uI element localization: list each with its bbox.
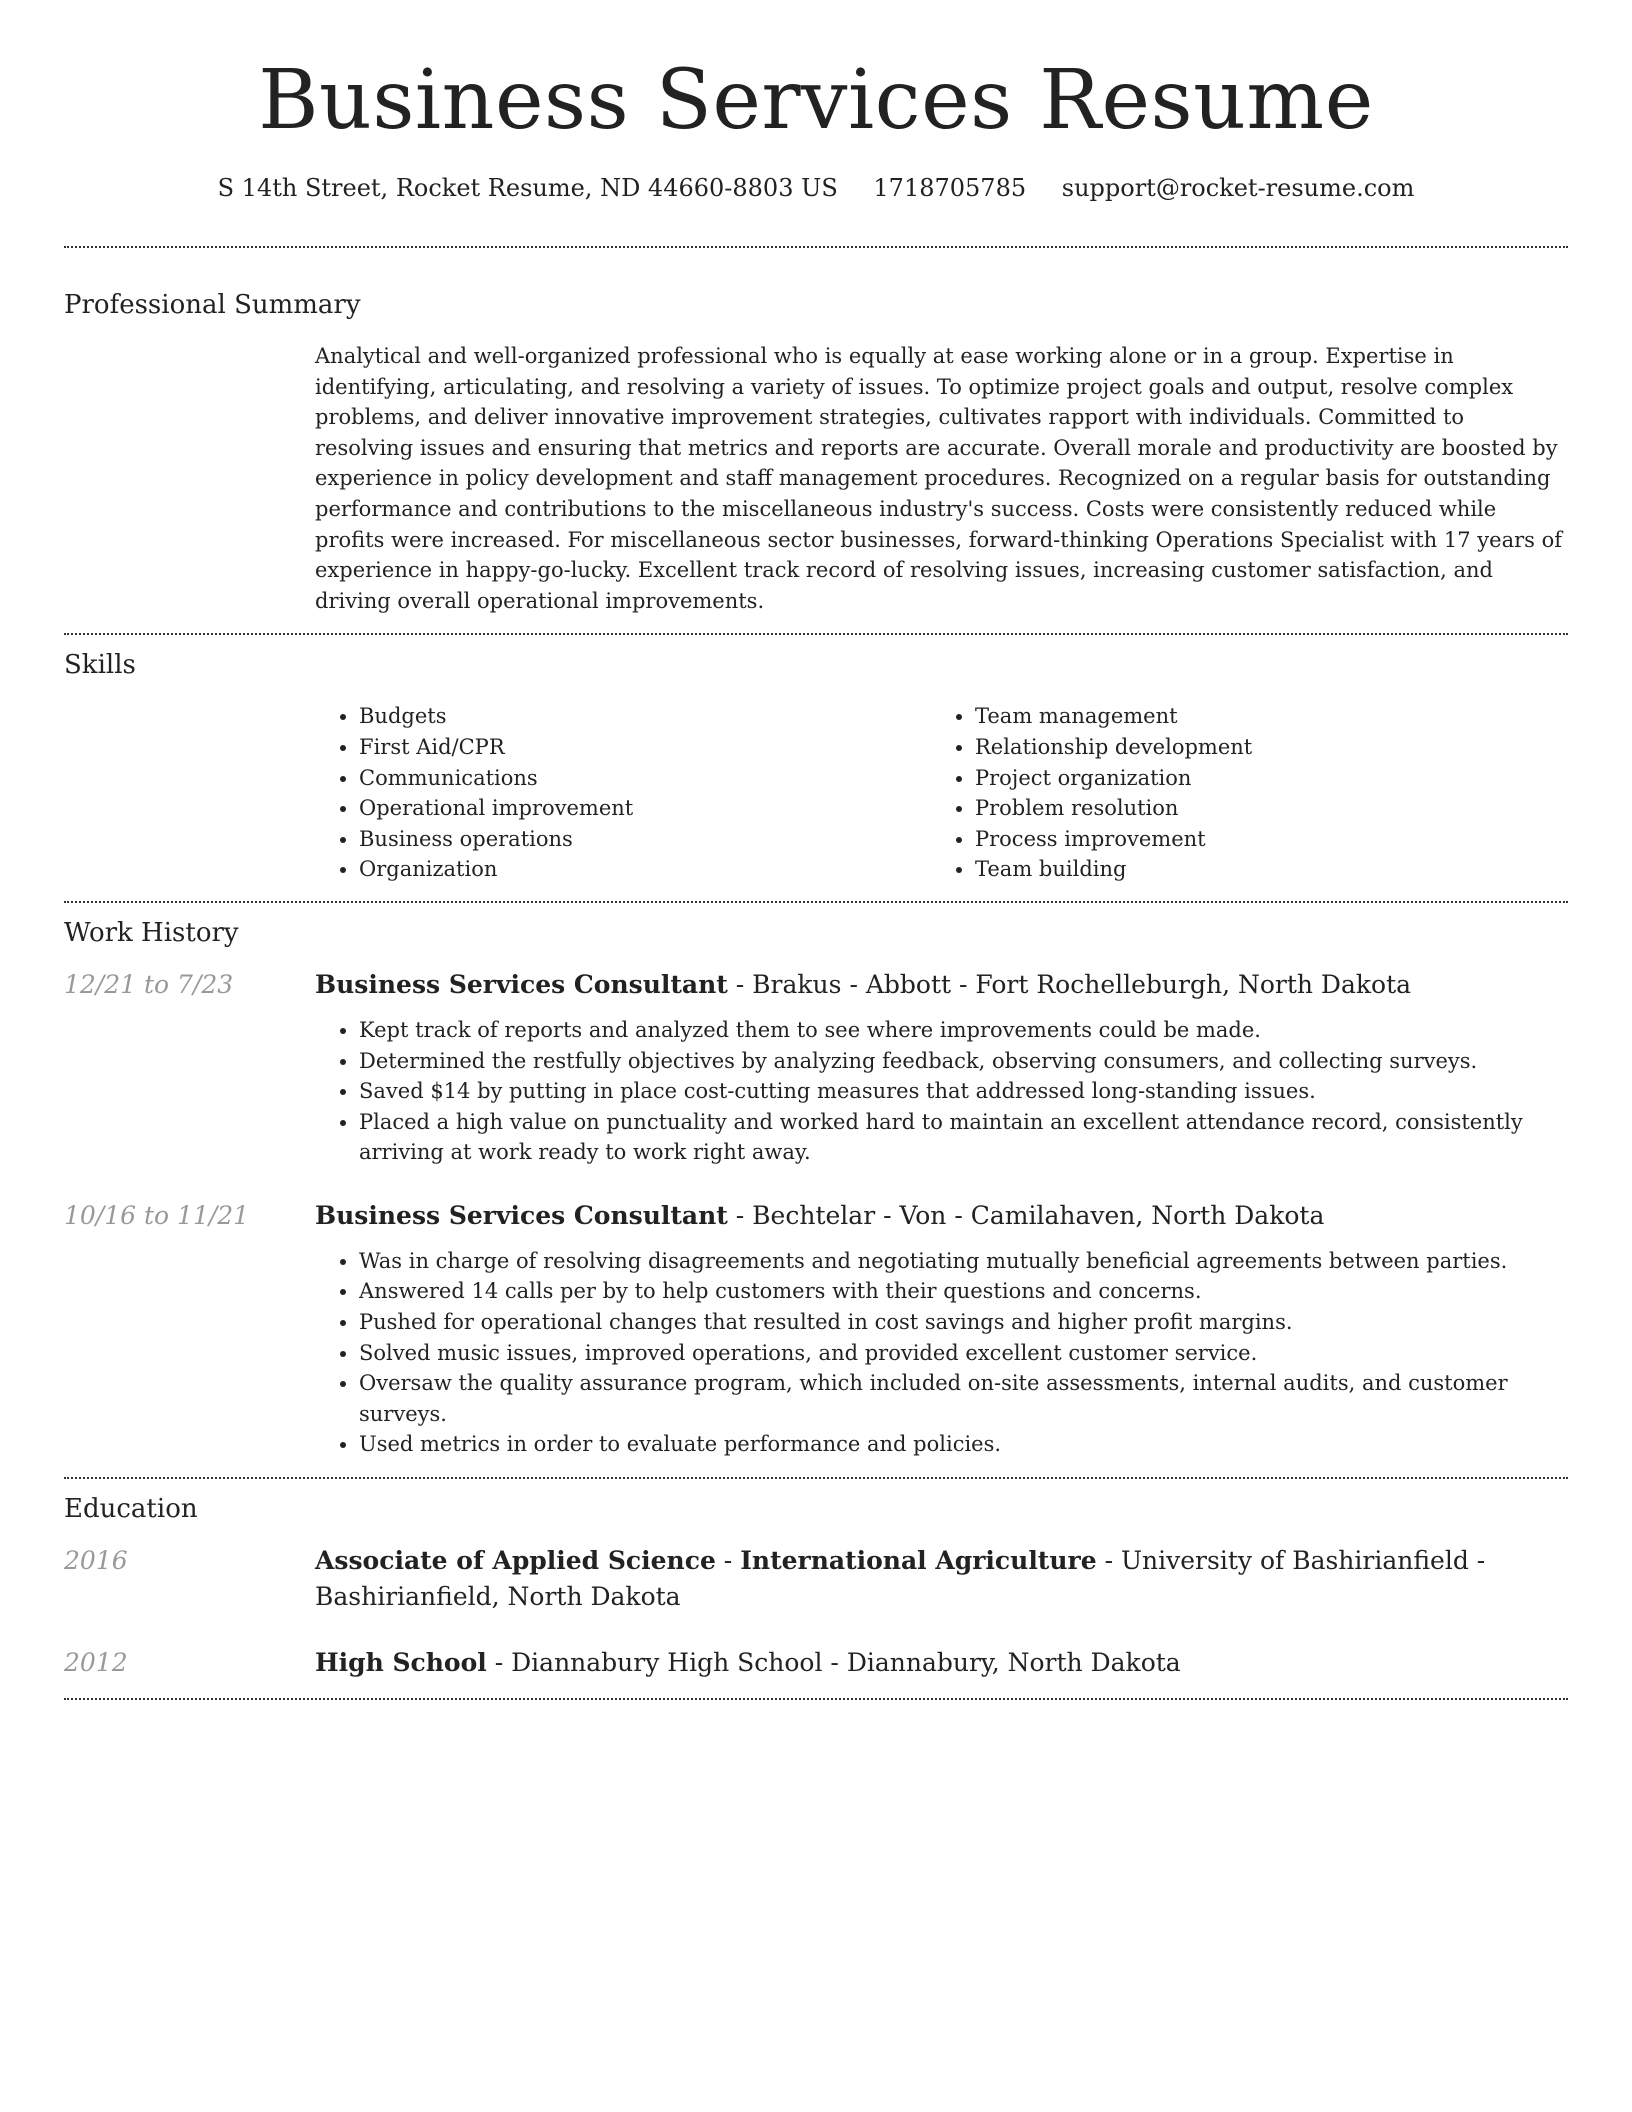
- work-bullet: • Used metrics in order to evaluate performance and policies.: [359, 1429, 1568, 1460]
- work-bullets: [315, 1246, 1568, 1460]
- job-role: Business Services Consultant: [315, 1200, 728, 1230]
- education-title: [315, 1543, 1568, 1615]
- skill-item: • Process improvement: [975, 824, 1252, 855]
- education-details: [315, 1645, 1568, 1681]
- work-bullet: • Was in charge of resolving disagreements and negotiating mutually beneficial agreements between parties.: [359, 1246, 1568, 1277]
- work-bullet: • Oversaw the quality assurance program, which included on-site assessments, internal audits, and customer surveys.: [359, 1368, 1568, 1429]
- work-bullet: • Pushed for operational changes that resulted in cost savings and higher profit margins.: [359, 1307, 1568, 1338]
- work-bullets: [315, 1015, 1568, 1168]
- work-bullet: • Answered 14 calls per by to help customers with their questions and concerns.: [359, 1276, 1568, 1307]
- education-year: 2012: [64, 1648, 128, 1678]
- work-bullet: • Determined the restfully objectives by analyzing feedback, observing consumers, and collecting surveys.: [359, 1046, 1568, 1077]
- education-year: 2016: [64, 1546, 128, 1576]
- skill-item: • Budgets: [359, 701, 931, 732]
- work-bullet: • Placed a high value on punctuality and worked hard to maintain an excellent attendance record, consistently arriving at work ready to work right away.: [359, 1107, 1568, 1168]
- job-role: Business Services Consultant: [315, 969, 728, 999]
- education-details: [315, 1543, 1568, 1615]
- section-title-work: Work History: [64, 917, 239, 948]
- work-bullet: • Saved $14 by putting in place cost-cutting measures that addressed long-standing issues.: [359, 1076, 1568, 1107]
- degree: Associate of Applied Science: [315, 1546, 716, 1576]
- skills-column-right: [931, 701, 1252, 885]
- contact-address: S 14th Street, Rocket Resume, ND 44660-8803 US: [217, 174, 838, 202]
- summary-text: Analytical and well-organized professional who is equally at ease working alone or in a group. Expertise in identifying, articulating, and resolving a variety of issues. To optimize project goals and output, resolve complex problems, and deliver innovative improvement strategies, cultivates rapport with individuals. Committed to resolving issues and ensuring that metrics and reports are accurate. Overall morale and productivity are boosted by experience in policy development and staff management procedures. Recognized on a regular basis for outstanding performance and contributions to the miscellaneous industry's success. Costs were consistently reduced while profits were increased. For miscellaneous sector businesses, forward-thinking Operations Specialist with 17 years of experience in happy-go-lucky. Excellent track record of resolving issues, increasing customer satisfaction, and driving overall operational improvements.: [315, 344, 1562, 613]
- contact-line: [64, 170, 1568, 206]
- skill-item: • Project organization: [975, 763, 1252, 794]
- work-entry: [64, 967, 1568, 1168]
- section-title-summary: Professional Summary: [64, 290, 361, 320]
- divider: [64, 246, 1568, 248]
- separator: -: [715, 1546, 741, 1576]
- work-bullet: • Kept track of reports and analyzed them to see where improvements could be made.: [359, 1015, 1568, 1046]
- skill-item: • Problem resolution: [975, 793, 1252, 824]
- section-title-education: Education: [64, 1494, 198, 1525]
- work-title: [315, 1198, 1568, 1234]
- education-title: [315, 1645, 1568, 1681]
- work-bullet: • Solved music issues, improved operations, and provided excellent customer service.: [359, 1338, 1568, 1369]
- skill-item: • First Aid/CPR: [359, 732, 931, 763]
- skill-item: • Communications: [359, 763, 931, 794]
- resume-title: Business Services Resume: [258, 53, 1374, 148]
- education-entry: [64, 1543, 1568, 1615]
- contact-email: support@rocket-resume.com: [1061, 174, 1415, 202]
- skill-item: • Operational improvement: [359, 793, 931, 824]
- work-dates: 12/21 to 7/23: [64, 969, 234, 999]
- job-employer-location: - Brakus - Abbott - Fort Rochelleburgh, North Dakota: [727, 969, 1412, 999]
- degree: High School: [315, 1648, 487, 1678]
- skill-item: • Relationship development: [975, 732, 1252, 763]
- divider: [64, 1477, 1568, 1479]
- work-title: [315, 967, 1568, 1003]
- school-location: - Diannabury High School - Diannabury, North Dakota: [486, 1648, 1181, 1678]
- summary-block: [315, 341, 1568, 616]
- skill-item: • Organization: [359, 854, 931, 885]
- work-details: [315, 1198, 1568, 1460]
- skill-item: • Team management: [975, 701, 1252, 732]
- divider: [64, 633, 1568, 635]
- job-employer-location: - Bechtelar - Von - Camilahaven, North Dakota: [727, 1200, 1325, 1230]
- section-title-skills: Skills: [64, 650, 136, 681]
- school-location: - University of Bashirianfield - Bashirianfield, North Dakota: [315, 1546, 1486, 1612]
- skill-item: • Team building: [975, 854, 1252, 885]
- divider: [64, 1698, 1568, 1700]
- divider: [64, 901, 1568, 903]
- work-entry: [64, 1198, 1568, 1460]
- skill-item: • Business operations: [359, 824, 931, 855]
- skills-list: [315, 701, 1568, 885]
- education-entry: [64, 1645, 1568, 1681]
- work-dates: 10/16 to 11/21: [64, 1200, 250, 1230]
- contact-phone: 1718705785: [873, 174, 1027, 202]
- field-of-study: International Agriculture: [740, 1546, 1097, 1576]
- skills-column-left: [315, 701, 931, 885]
- work-details: [315, 967, 1568, 1168]
